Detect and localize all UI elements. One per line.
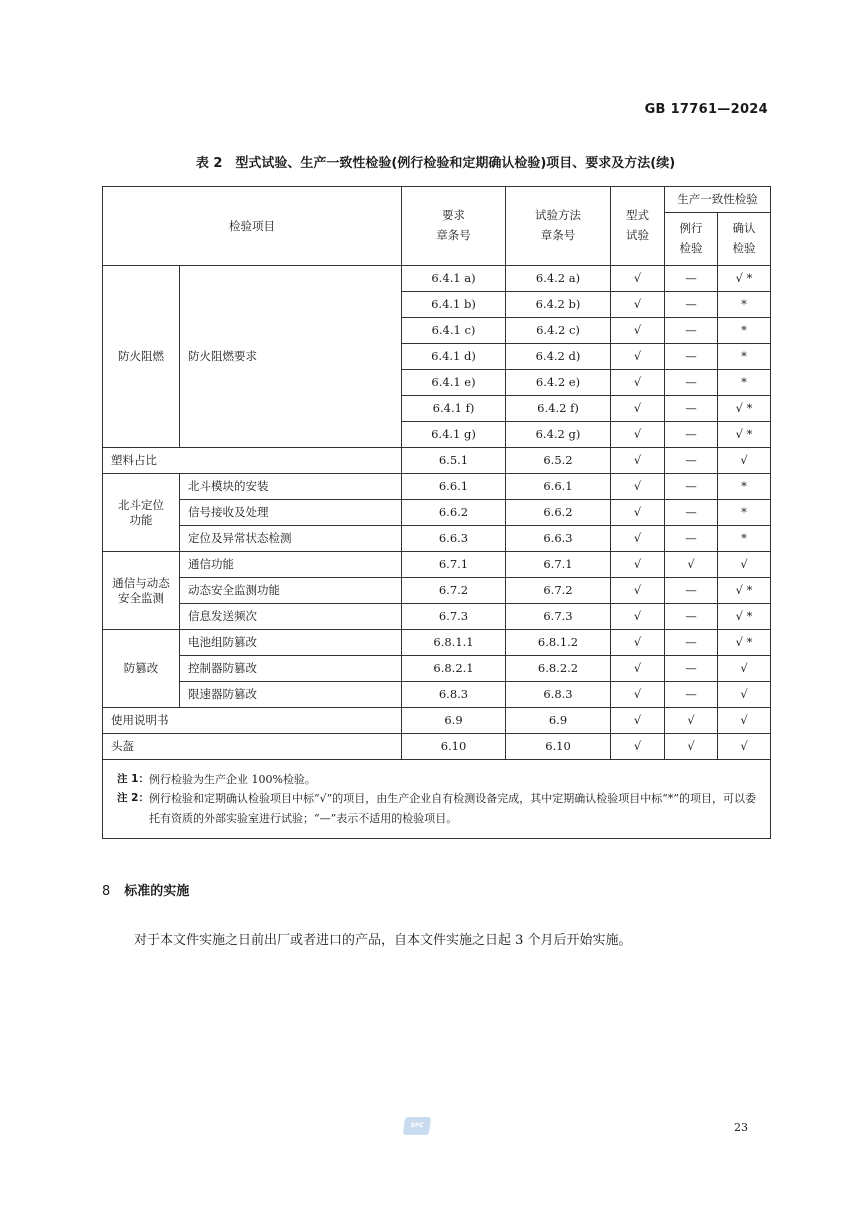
group-fire: 防火阻燃 [103,266,180,448]
routine-cell: — [665,422,718,448]
method-cell: 6.7.2 [506,578,611,604]
confirm-cell: √ [718,708,771,734]
header-conformity: 生产一致性检验 [665,187,771,213]
item-cell: 动态安全监测功能 [180,578,402,604]
confirm-cell: * [718,318,771,344]
req-cell: 6.4.1 c) [402,318,506,344]
confirm-cell: √ * [718,266,771,292]
item-cell: 控制器防篡改 [180,656,402,682]
method-cell: 6.6.1 [506,474,611,500]
type-cell: √ [611,526,665,552]
routine-cell: — [665,604,718,630]
item-cell: 电池组防篡改 [180,630,402,656]
routine-cell: — [665,396,718,422]
routine-cell: — [665,318,718,344]
item-cell: 通信功能 [180,552,402,578]
note-1 [117,770,760,789]
type-cell: √ [611,266,665,292]
notes-cell [103,760,771,839]
header-routine: 例行 检验 [665,213,718,266]
inspection-table [102,186,771,839]
type-cell: √ [611,630,665,656]
table-row [103,604,771,630]
routine-cell: — [665,526,718,552]
header-item: 检验项目 [103,187,402,266]
item-cell: 信息发送频次 [180,604,402,630]
type-cell: √ [611,448,665,474]
confirm-cell: √ * [718,578,771,604]
table-row [103,526,771,552]
req-cell: 6.8.3 [402,682,506,708]
confirm-cell: * [718,370,771,396]
type-cell: √ [611,500,665,526]
method-cell: 6.4.2 c) [506,318,611,344]
header-req: 要求 章条号 [402,187,506,266]
type-cell: √ [611,474,665,500]
confirm-cell: √ [718,734,771,760]
method-cell: 6.4.2 f) [506,396,611,422]
confirm-cell: √ [718,682,771,708]
req-cell: 6.8.2.1 [402,656,506,682]
type-cell: √ [611,370,665,396]
table-row [103,552,771,578]
confirm-cell: √ [718,448,771,474]
subgroup-fire-req: 防火阻燃要求 [180,266,402,448]
method-cell: 6.7.3 [506,604,611,630]
confirm-cell: * [718,292,771,318]
req-cell: 6.4.1 f) [402,396,506,422]
group-tamper: 防篡改 [103,630,180,708]
req-cell: 6.5.1 [402,448,506,474]
item-cell: 北斗模块的安装 [180,474,402,500]
method-cell: 6.10 [506,734,611,760]
method-cell: 6.4.2 d) [506,344,611,370]
header-type-test: 型式 试验 [611,187,665,266]
req-cell: 6.4.1 b) [402,292,506,318]
note-2 [117,789,760,828]
routine-cell: — [665,266,718,292]
confirm-cell: * [718,474,771,500]
header-row [103,187,771,213]
table-row [103,630,771,656]
table-row [103,448,771,474]
type-cell: √ [611,422,665,448]
req-cell: 6.6.2 [402,500,506,526]
type-cell: √ [611,604,665,630]
confirm-cell: * [718,344,771,370]
table-row [103,578,771,604]
req-cell: 6.7.1 [402,552,506,578]
publisher-logo: SPC [403,1117,432,1135]
req-cell: 6.10 [402,734,506,760]
table-title: 表 2 型式试验、生产一致性检验(例行检验和定期确认检验)项目、要求及方法(续) [195,156,676,171]
method-cell: 6.6.2 [506,500,611,526]
confirm-cell: √ * [718,422,771,448]
section-paragraph: 对于本文件实施之日前出厂或者进口的产品，自本文件实施之日起 3 个月后开始实施。 [134,933,632,948]
routine-cell: — [665,578,718,604]
confirm-cell: * [718,526,771,552]
type-cell: √ [611,318,665,344]
method-cell: 6.7.1 [506,552,611,578]
req-cell: 6.7.2 [402,578,506,604]
group-beidou: 北斗定位 功能 [103,474,180,552]
table-row [103,266,771,292]
confirm-cell: √ * [718,630,771,656]
page-number: 23 [734,1121,748,1134]
req-cell: 6.7.3 [402,604,506,630]
type-cell: √ [611,656,665,682]
confirm-cell: √ [718,552,771,578]
routine-cell: — [665,370,718,396]
item-cell: 头盔 [103,734,402,760]
routine-cell: — [665,292,718,318]
routine-cell: — [665,474,718,500]
routine-cell: — [665,500,718,526]
req-cell: 6.9 [402,708,506,734]
routine-cell: — [665,656,718,682]
table-row [103,500,771,526]
type-cell: √ [611,708,665,734]
section-heading [102,880,189,899]
table-row [103,656,771,682]
type-cell: √ [611,344,665,370]
method-cell: 6.8.1.2 [506,630,611,656]
method-cell: 6.4.2 a) [506,266,611,292]
method-cell: 6.4.2 g) [506,422,611,448]
type-cell: √ [611,682,665,708]
routine-cell: — [665,630,718,656]
routine-cell: √ [665,552,718,578]
req-cell: 6.4.1 a) [402,266,506,292]
type-cell: √ [611,292,665,318]
method-cell: 6.8.2.2 [506,656,611,682]
confirm-cell: √ * [718,396,771,422]
notes-row [103,760,771,839]
section-title: 标准的实施 [124,884,190,899]
confirm-cell: * [718,500,771,526]
item-cell: 定位及异常状态检测 [180,526,402,552]
routine-cell: — [665,344,718,370]
table-row [103,708,771,734]
routine-cell: — [665,682,718,708]
item-cell: 限速器防篡改 [180,682,402,708]
method-cell: 6.9 [506,708,611,734]
section-number: 8 [102,884,111,899]
req-cell: 6.4.1 g) [402,422,506,448]
type-cell: √ [611,578,665,604]
group-comm: 通信与动态 安全监测 [103,552,180,630]
method-cell: 6.5.2 [506,448,611,474]
note-text: 例行检验和定期确认检验项目中标“√”的项目，由生产企业自有检测设备完成，其中定期确认检验项目中标“*”的项目，可以委托有资质的外部实验室进行试验；“—”表示不适用的检验项目。 [148,792,756,825]
confirm-cell: √ * [718,604,771,630]
table-row [103,682,771,708]
confirm-cell: √ [718,656,771,682]
note-text: 例行检验为生产企业 100%检验。 [148,773,316,786]
routine-cell: — [665,448,718,474]
method-cell: 6.6.3 [506,526,611,552]
req-cell: 6.6.1 [402,474,506,500]
item-cell: 信号接收及处理 [180,500,402,526]
routine-cell: √ [665,734,718,760]
type-cell: √ [611,552,665,578]
note-label: 注 2： [117,792,149,805]
item-cell: 使用说明书 [103,708,402,734]
req-cell: 6.4.1 d) [402,344,506,370]
type-cell: √ [611,734,665,760]
item-cell: 塑料占比 [103,448,402,474]
req-cell: 6.4.1 e) [402,370,506,396]
req-cell: 6.8.1.1 [402,630,506,656]
method-cell: 6.4.2 e) [506,370,611,396]
header-confirm: 确认 检验 [718,213,771,266]
standard-code: GB 17761—2024 [644,102,768,117]
method-cell: 6.8.3 [506,682,611,708]
table-row [103,474,771,500]
table-row [103,734,771,760]
type-cell: √ [611,396,665,422]
req-cell: 6.6.3 [402,526,506,552]
note-label: 注 1： [117,773,149,785]
routine-cell: √ [665,708,718,734]
method-cell: 6.4.2 b) [506,292,611,318]
header-method: 试验方法 章条号 [506,187,611,266]
